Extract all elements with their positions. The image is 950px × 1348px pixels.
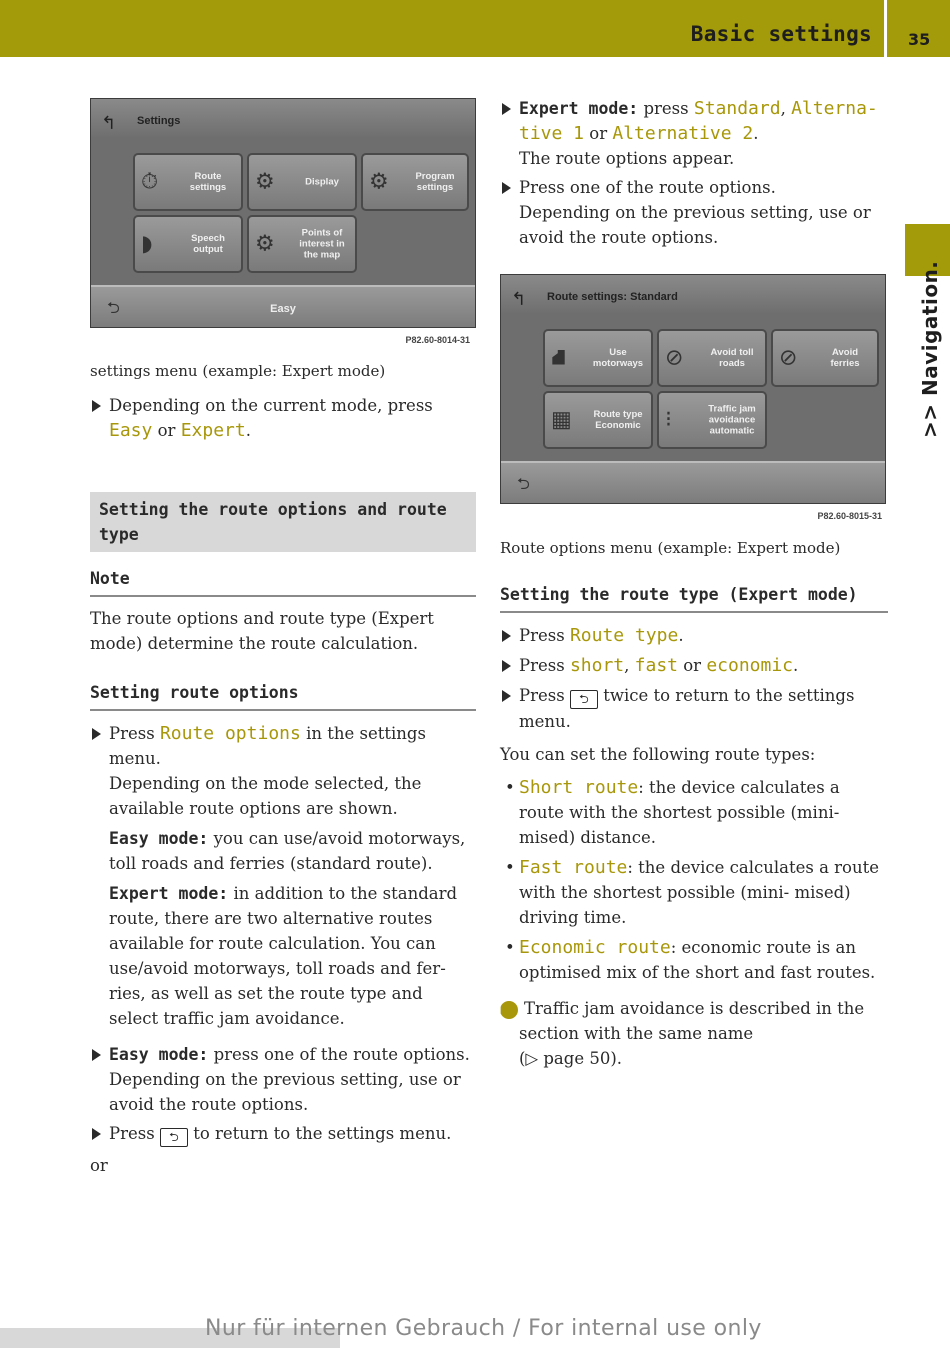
step-press-back-twice [500,683,888,734]
route-type-text: : the device calculates a route with the shortest possible (mini- mised) distance. [519,778,840,847]
keyword-fast-route: Fast route [519,857,628,878]
tile-avoid-ferries [771,329,879,387]
route-type-item [500,775,888,850]
step-text: to return to the settings menu. [193,1124,452,1143]
tile-display [247,153,357,211]
step-text: , [624,656,630,675]
tile-traffic-jam-avoidance [657,391,767,449]
keyword-fast: fast [634,655,678,676]
tile-route-type [543,391,653,449]
step-text: . [678,626,684,645]
route-type-text: : economic route is an optimised mix of the short and fast routes. [519,938,876,982]
keyword-route-options: Route options [159,723,301,744]
page-number: 35 [908,30,931,49]
options-heading: Setting route options [90,680,476,711]
page-reference: (▷ page 50). [519,1049,623,1068]
keyword-economic: economic [706,655,794,676]
screen-title: Settings [137,115,181,127]
or-text: or [90,1156,108,1175]
step-text: Press [109,724,155,743]
step-press-short-fast-economic [500,653,888,678]
settings-screen-image [90,98,476,328]
toll-road-icon: ⊘ [665,345,684,371]
ferry-icon: ⊘ [779,345,798,371]
tile-label: Use motorways [592,347,644,369]
keyword-easy: Easy [109,420,153,441]
tile-label: Program settings [415,171,455,193]
step-text: Press [519,626,565,645]
info-text: Traffic jam avoidance is described in the section with the same name [519,999,865,1043]
step-text: press [643,99,689,118]
back-key-icon: ⮌ [160,1128,188,1147]
note-heading: Note [90,566,476,597]
info-icon: i [500,1001,518,1019]
step-subtext: Depending on the previous setting, use or avoid the route options. [519,203,871,247]
note-text: The route options and route type (Expert mode) determine the route calculation. [90,609,434,653]
step-text: Depending on the current mode, press [109,396,433,415]
figure-caption: settings menu (example: Expert mode) [90,362,386,380]
info-note [497,996,888,1071]
tile-label: Points of interest in the map [299,227,345,261]
poi-gear-icon: ⚙ [255,231,275,257]
tile-label: Traffic jam avoidance automatic [708,403,756,437]
gear-icon: ⚙ [255,169,275,195]
step-expert-mode [500,96,888,171]
tile-label: Avoid ferries [830,347,860,369]
tile-use-motorways [543,329,653,387]
keyword-short-route: Short route [519,777,639,798]
step-press-back [90,1121,476,1147]
back-arrow-icon: ⮌ [517,474,530,493]
tile-label: Speech output [191,233,225,255]
step-text: or [157,421,176,440]
image-code: P82.60-8015-31 [817,511,882,521]
section-heading: Setting the route options and route type [90,492,476,552]
step-text: , [780,99,786,118]
screen-bottom-label: Easy [270,303,296,315]
page-title: Basic settings [690,22,872,46]
screen-title: Route settings: Standard [547,291,678,303]
expert-mode-label: Expert mode: [109,884,229,903]
screen-bottombar [91,285,475,327]
keyword-route-type: Route type [569,625,679,646]
tile-label: Avoid toll roads [710,347,754,369]
step-text: twice to return to the settings menu. [519,686,855,731]
back-arrow-icon: ⮌ [107,298,120,317]
step-text: . [793,656,799,675]
route-settings-screen-image [500,274,886,504]
step-subtext: The route options appear. [519,149,735,168]
keyword-alternative-2: Alternative 2 [612,123,754,144]
tile-avoid-toll-roads [657,329,767,387]
step-text: Press [519,686,565,705]
step-easy-mode [90,1042,476,1117]
expert-mode-label: Expert mode: [519,99,639,118]
step-text: or [683,656,702,675]
screen-menu-icon: ↰ [511,289,527,310]
route-type-icon: ▦ [551,407,572,433]
right-column [497,96,888,1071]
easy-mode-text: you can use/avoid motorways, toll roads and ferries (standard route). [109,829,466,873]
step-subtext: Depending on the mode selected, the available route options are shown. [109,774,422,818]
screen-bottombar [501,461,885,503]
route-type-item [500,855,888,930]
motorway-icon: ⛘ [551,345,567,371]
stopwatch-icon: ⏱ [141,169,159,195]
left-column [90,98,476,1178]
tile-label: Display [305,176,339,188]
tile-program-settings [361,153,469,211]
tile-speech-output [133,215,243,273]
step-text: . [245,421,251,440]
keyword-expert: Expert [180,420,246,441]
route-type-heading: Setting the route type (Expert mode) [500,582,888,613]
expert-mode-description [109,881,476,1031]
tile-label: Route type Economic [593,409,643,431]
step-text: press one of the route options. [213,1045,470,1064]
screen-menu-icon: ↰ [101,113,117,134]
step-text: Press [519,656,565,675]
step-press-route-type [500,623,888,648]
tile-points-of-interest [247,215,357,273]
gears-icon: ⚙ [369,169,389,195]
step-text: Press [109,1124,155,1143]
internal-use-watermark: Nur für internen Gebrauch / For internal use only [205,1316,762,1341]
step-press-route-option [500,175,888,250]
traffic-icon: ⁝ [665,407,672,433]
keyword-economic-route: Economic route [519,937,671,958]
step-text: or [589,124,608,143]
chapter-label: >> Navigation. [918,260,942,438]
keyword-alternative-1: Alterna- tive 1 [519,98,878,144]
figure-caption: Route options menu (example: Expert mode) [500,539,841,557]
step-press-route-options [90,721,476,1031]
tile-route-settings [133,153,243,211]
route-types-intro: You can set the following route types: [500,745,816,764]
route-type-item [500,935,888,985]
back-key-icon: ⮌ [570,690,598,709]
step-select-mode [90,393,476,443]
expert-mode-text: in addition to the standard route, there are two alternative routes available for route calculation. You can use/avoid motorways, toll roads and fer- ries, as well as set the route type and select traffic jam avoidance. [109,884,458,1028]
easy-mode-label: Easy mode: [109,1045,209,1064]
keyword-standard: Standard [693,98,781,119]
speech-icon: ◗ [141,231,153,257]
step-subtext: Depending on the previous setting, use or avoid the route options. [109,1070,461,1114]
step-text: . [753,124,759,143]
step-text: Press one of the route options. [519,178,776,197]
image-code: P82.60-8014-31 [405,335,470,345]
tile-label: Route settings [189,171,227,193]
easy-mode-label: Easy mode: [109,829,209,848]
easy-mode-description [109,826,476,876]
route-type-text: : the device calculates a route with the shortest possible (mini- mised) driving time. [519,858,879,927]
step-text: in the settings menu. [109,724,426,768]
keyword-short: short [569,655,625,676]
